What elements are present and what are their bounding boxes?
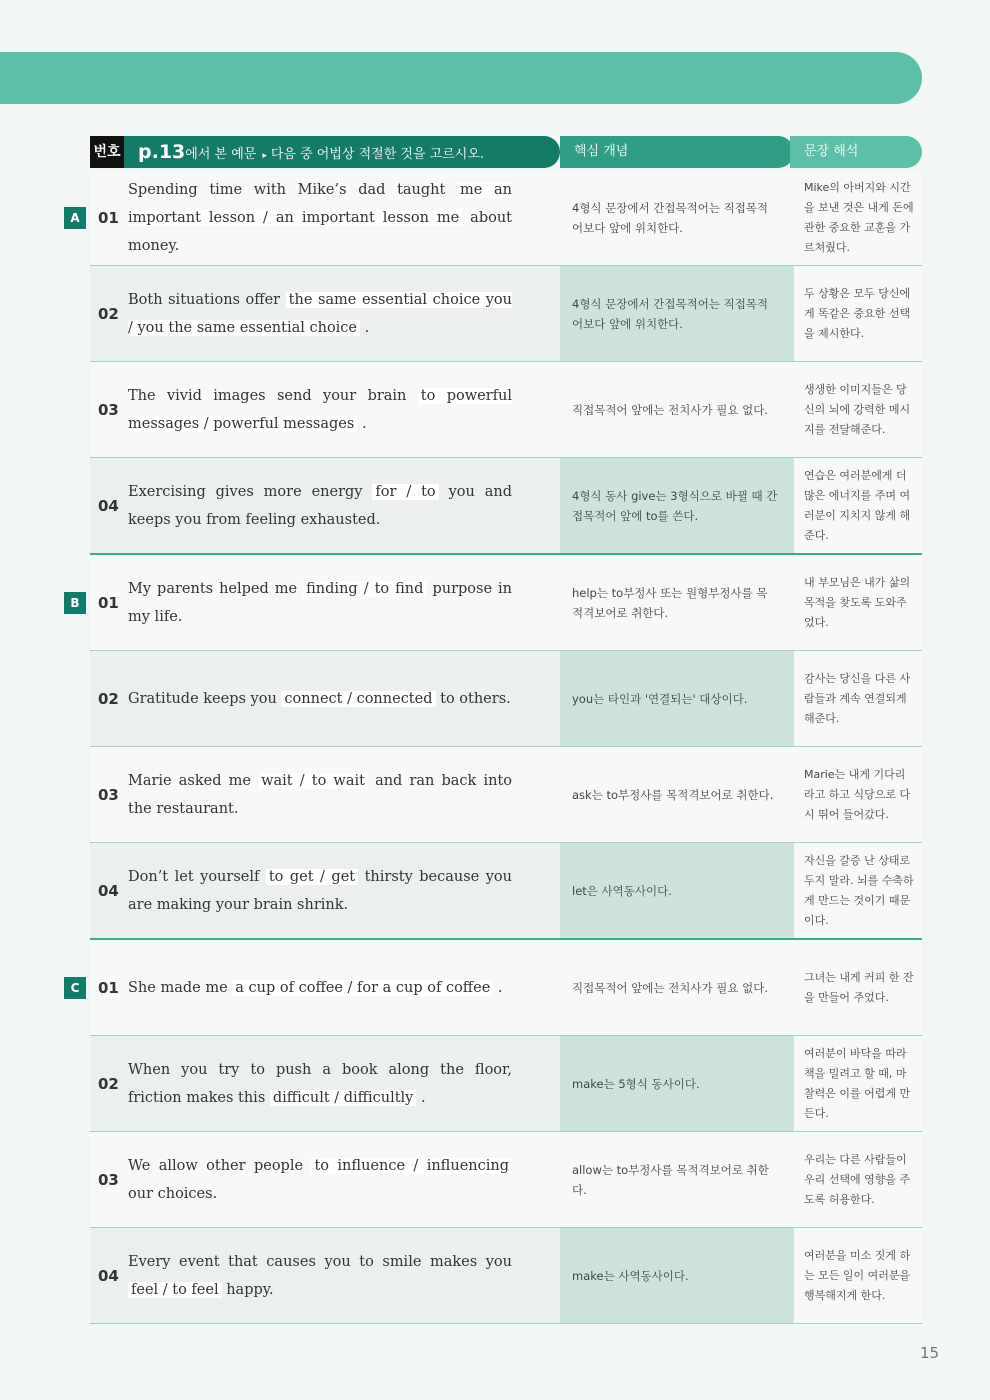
sentence bbox=[128, 362, 512, 457]
concept-cell bbox=[560, 940, 794, 1035]
translation-cell bbox=[794, 1036, 922, 1131]
exercise-table bbox=[70, 170, 922, 1324]
translation-label: 문장 해석 bbox=[804, 144, 859, 159]
sentence-translation: 자신을 갈증 난 상태로 두지 말라. 뇌를 수축하게 만드는 것이기 때문이다. bbox=[804, 853, 914, 927]
sentence-after: you and keeps you from feeling exhausted. bbox=[128, 483, 513, 528]
sentence-cell bbox=[90, 1228, 560, 1323]
sentence-translation: 우리는 다른 사람들이 우리 선택에 영향을 주도록 허용한다. bbox=[804, 1152, 911, 1206]
translation-cell bbox=[794, 747, 922, 842]
section-badge: B bbox=[64, 592, 86, 614]
sentence bbox=[128, 1036, 512, 1131]
item-number: 03 bbox=[98, 1170, 119, 1189]
sentence-before: Both situations offer bbox=[128, 291, 281, 308]
sentence-before: Marie asked me bbox=[128, 772, 251, 789]
sentence-before: The vivid images send your brain bbox=[128, 387, 407, 404]
grammar-choice[interactable]: connect / connected bbox=[281, 691, 435, 707]
grammar-choice[interactable]: me an important lesson / an important lesson me bbox=[128, 181, 513, 226]
sentence-cell bbox=[90, 1036, 560, 1131]
section-badge: A bbox=[64, 207, 86, 229]
table-row bbox=[90, 1132, 922, 1228]
sentence-translation: 내 부모님은 내가 삶의 목적을 찾도록 도와주었다. bbox=[804, 575, 911, 629]
sentence-cell bbox=[90, 651, 560, 746]
sentence-after: about money. bbox=[128, 209, 512, 254]
concept-cell bbox=[560, 1036, 794, 1131]
concept-cell bbox=[560, 843, 794, 938]
sentence-translation: Marie는 내게 기다리라고 하고 식당으로 다시 뛰어 들어갔다. bbox=[804, 767, 911, 821]
sentence-translation: Mike의 아버지와 시간을 보낸 것은 내게 돈에 관한 중요한 교훈을 가르쳐줬다. bbox=[804, 180, 914, 254]
grammar-choice[interactable]: to powerful messages / powerful messages bbox=[128, 387, 512, 432]
key-concept: make는 사역동사이다. bbox=[572, 1268, 689, 1283]
sentence-after: our choices. bbox=[128, 1185, 218, 1202]
sentence-before: Spending time with Mike’s dad taught bbox=[128, 181, 446, 198]
page-reference: p.13 bbox=[138, 141, 186, 163]
sentence-translation: 여러분을 미소 짓게 하는 모든 일이 여러분을 행복해지게 한다. bbox=[804, 1248, 911, 1302]
concept-label: 핵심 개념 bbox=[574, 144, 629, 159]
translation-cell bbox=[794, 170, 922, 265]
sentence-cell bbox=[70, 555, 560, 650]
item-number: 03 bbox=[98, 785, 119, 804]
item-number: 04 bbox=[98, 496, 119, 515]
key-concept: ask는 to부정사를 목적격보어로 취한다. bbox=[572, 787, 774, 802]
sentence-translation: 그녀는 내게 커피 한 잔을 만들어 주었다. bbox=[804, 970, 914, 1004]
sentence-after: thirsty because you are making your brain shrink. bbox=[128, 868, 512, 913]
grammar-choice[interactable]: a cup of coffee / for a cup of coffee bbox=[232, 980, 493, 996]
sentence-before: She made me bbox=[128, 979, 228, 996]
sentence-after: and ran back into the restaurant. bbox=[128, 772, 512, 817]
concept-cell bbox=[560, 458, 794, 553]
table-row bbox=[90, 362, 922, 458]
concept-cell bbox=[560, 170, 794, 265]
key-concept: 직접목적어 앞에는 전치사가 필요 없다. bbox=[572, 402, 769, 417]
key-concept: make는 5형식 동사이다. bbox=[572, 1076, 700, 1091]
arrow-right-icon: ▸ bbox=[262, 151, 267, 161]
translation-cell bbox=[794, 266, 922, 361]
item-number: 01 bbox=[98, 978, 119, 997]
table-row bbox=[90, 266, 922, 362]
item-number: 01 bbox=[98, 593, 119, 612]
table-row bbox=[90, 651, 922, 747]
item-number: 02 bbox=[98, 689, 119, 708]
translation-cell bbox=[794, 651, 922, 746]
sentence-cell bbox=[90, 843, 560, 938]
grammar-choice[interactable]: feel / to feel bbox=[128, 1282, 222, 1298]
sentence-translation: 생생한 이미지들은 당신의 뇌에 강력한 메시지를 전달해준다. bbox=[804, 382, 911, 436]
sentence bbox=[128, 1132, 512, 1227]
section-badge: C bbox=[64, 977, 86, 999]
sentence bbox=[128, 266, 512, 361]
concept-cell bbox=[560, 1228, 794, 1323]
sentence-before: We allow other people bbox=[128, 1157, 304, 1174]
sentence bbox=[128, 651, 512, 746]
key-concept: 4형식 동사 give는 3형식으로 바뀔 때 간접목적어 앞에 to를 쓴다. bbox=[572, 488, 778, 523]
sentence bbox=[128, 458, 512, 553]
item-number: 03 bbox=[98, 400, 119, 419]
table-row bbox=[70, 170, 922, 266]
key-concept: you는 타인과 '연결되는' 대상이다. bbox=[572, 691, 748, 706]
header-instruction-bar bbox=[90, 136, 560, 168]
sentence-cell bbox=[90, 266, 560, 361]
sentence-after: . bbox=[420, 1089, 426, 1106]
grammar-choice[interactable]: finding / to find bbox=[303, 581, 426, 597]
sentence-after: . bbox=[364, 319, 370, 336]
top-decorative-band bbox=[0, 52, 922, 104]
concept-cell bbox=[560, 555, 794, 650]
sentence-before: Don’t let yourself bbox=[128, 868, 260, 885]
header-concept bbox=[560, 136, 794, 168]
item-number: 02 bbox=[98, 1074, 119, 1093]
header-translation bbox=[790, 136, 922, 168]
grammar-choice[interactable]: for / to bbox=[372, 484, 438, 500]
table-row bbox=[70, 555, 922, 651]
instruction-prefix: 에서 본 예문 bbox=[185, 147, 257, 162]
grammar-choice[interactable]: the same essential choice you / you the same essential choice bbox=[128, 291, 512, 336]
concept-cell bbox=[560, 1132, 794, 1227]
sentence bbox=[128, 940, 512, 1035]
sentence-cell bbox=[90, 458, 560, 553]
sentence-cell bbox=[90, 362, 560, 457]
key-concept: 4형식 문장에서 간접목적어는 직접목적어보다 앞에 위치한다. bbox=[572, 296, 769, 331]
table-row bbox=[90, 1036, 922, 1132]
concept-cell bbox=[560, 651, 794, 746]
sentence-before: When you try to push a book along the floor, friction makes this bbox=[128, 1061, 512, 1106]
header-number-label: 번호 bbox=[90, 136, 124, 168]
sentence-translation: 감사는 당신을 다른 사람들과 계속 연결되게 해준다. bbox=[804, 671, 911, 725]
sentence-cell bbox=[90, 1132, 560, 1227]
translation-cell bbox=[794, 940, 922, 1035]
sentence-after: to others. bbox=[440, 690, 511, 707]
table-header bbox=[90, 136, 922, 168]
key-concept: help는 to부정사 또는 원형부정사를 목적격보어로 취한다. bbox=[572, 585, 768, 620]
translation-cell bbox=[794, 1228, 922, 1323]
sentence-after: . bbox=[497, 979, 503, 996]
sentence-after: happy. bbox=[226, 1281, 274, 1298]
translation-cell bbox=[794, 843, 922, 938]
sentence bbox=[128, 555, 512, 650]
sentence bbox=[128, 1228, 512, 1323]
concept-cell bbox=[560, 747, 794, 842]
key-concept: allow는 to부정사를 목적격보어로 취한다. bbox=[572, 1162, 769, 1197]
grammar-choice[interactable]: to influence / influencing bbox=[311, 1158, 512, 1174]
sentence-translation: 여러분이 바닥을 따라 책을 밀려고 할 때, 마찰력은 이를 어렵게 만든다. bbox=[804, 1046, 911, 1120]
concept-cell bbox=[560, 362, 794, 457]
table-row bbox=[90, 458, 922, 555]
sentence bbox=[128, 170, 512, 265]
sentence-after: purpose in my life. bbox=[128, 580, 513, 625]
sentence-before: Every event that causes you to smile makes you bbox=[128, 1253, 512, 1270]
table-row bbox=[90, 1228, 922, 1324]
sentence bbox=[128, 747, 512, 842]
sentence-before: Exercising gives more energy bbox=[128, 483, 363, 500]
sentence-cell bbox=[70, 940, 560, 1035]
sentence-translation: 연습은 여러분에게 더 많은 에너지를 주며 여러분이 지치지 않게 해준다. bbox=[804, 468, 911, 542]
item-number: 02 bbox=[98, 304, 119, 323]
sentence-translation: 두 상황은 모두 당신에게 똑같은 중요한 선택을 제시한다. bbox=[804, 286, 911, 340]
sentence-cell bbox=[70, 170, 560, 265]
translation-cell bbox=[794, 1132, 922, 1227]
sentence-before: Gratitude keeps you bbox=[128, 690, 277, 707]
sentence-cell bbox=[90, 747, 560, 842]
key-concept: 직접목적어 앞에는 전치사가 필요 없다. bbox=[572, 980, 769, 995]
sentence-after: . bbox=[361, 415, 367, 432]
sentence-before: My parents helped me bbox=[128, 580, 298, 597]
key-concept: let은 사역동사이다. bbox=[572, 883, 672, 898]
table-row bbox=[90, 843, 922, 940]
translation-cell bbox=[794, 555, 922, 650]
item-number: 04 bbox=[98, 881, 119, 900]
item-number: 04 bbox=[98, 1266, 119, 1285]
grammar-choice[interactable]: difficult / difficultly bbox=[270, 1090, 417, 1106]
header-instruction bbox=[138, 136, 484, 168]
item-number: 01 bbox=[98, 208, 119, 227]
concept-cell bbox=[560, 266, 794, 361]
page-number: 15 bbox=[920, 1344, 940, 1362]
table-row bbox=[70, 940, 922, 1036]
translation-cell bbox=[794, 458, 922, 553]
grammar-choice[interactable]: to get / get bbox=[266, 869, 358, 885]
key-concept: 4형식 문장에서 간접목적어는 직접목적어보다 앞에 위치한다. bbox=[572, 200, 769, 235]
table-row bbox=[90, 747, 922, 843]
grammar-choice[interactable]: wait / to wait bbox=[258, 773, 368, 789]
instruction-text: 다음 중 어법상 적절한 것을 고르시오. bbox=[270, 147, 485, 162]
sentence bbox=[128, 843, 512, 938]
translation-cell bbox=[794, 362, 922, 457]
